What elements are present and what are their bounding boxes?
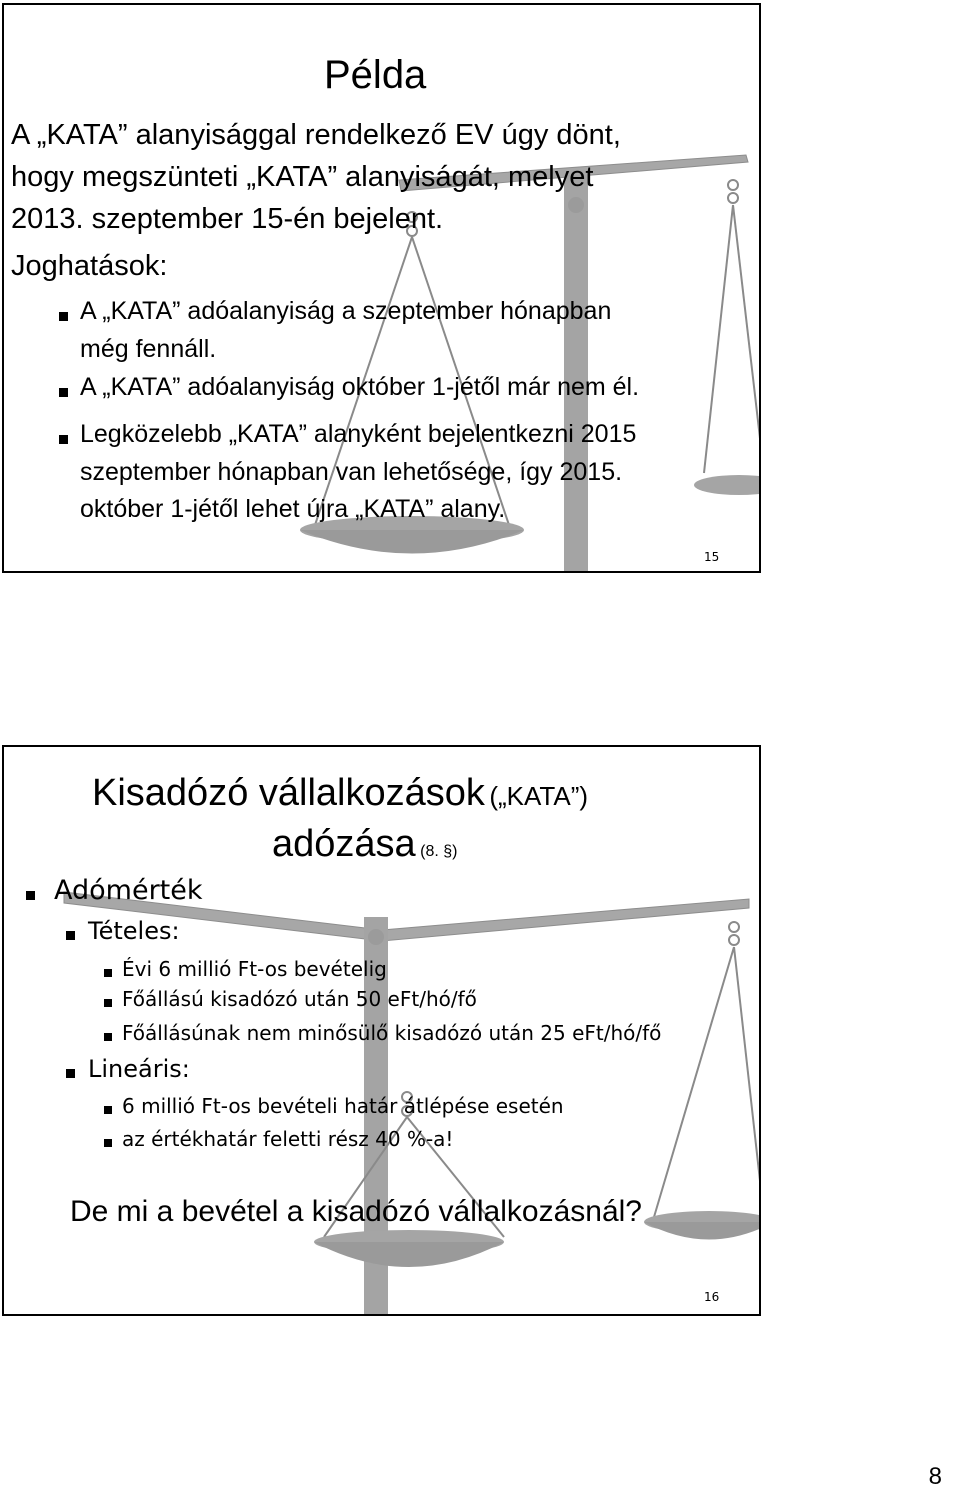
intro-line-3: 2013. szeptember 15-én bejelent. <box>11 203 444 235</box>
slide-title-adozasa: adózása <box>272 823 416 865</box>
linearis-label: Lineáris: <box>88 1055 190 1083</box>
bullet-icon <box>104 1139 112 1147</box>
bullet-icon <box>26 891 35 900</box>
slide-title-line-2 <box>272 823 457 866</box>
section-heading: Joghatások: <box>11 250 168 282</box>
bullet-2-line-1: A „KATA” adóalanyiság október 1-jétől már nem él. <box>80 373 640 401</box>
slide-title-main: Kisadózó vállalkozások <box>92 772 485 814</box>
slide-page-number: 15 <box>704 550 720 564</box>
bullet-3-line-2: szeptember hónapban van lehetősége, így 2015. <box>80 458 623 486</box>
intro-line-2: hogy megszünteti „KATA” alanyiságát, melyet <box>11 161 594 193</box>
teteles-item-1: Évi 6 millió Ft-os bevételig <box>122 957 387 981</box>
bullet-icon <box>59 312 68 321</box>
linearis-item-2: az értékhatár feletti rész 40 %-a! <box>122 1127 454 1151</box>
slide-title: Példa <box>324 53 427 97</box>
bullet-icon <box>59 435 68 444</box>
bullet-icon <box>104 999 112 1007</box>
bullet-icon <box>104 969 112 977</box>
slide-title-line-1 <box>92 772 588 815</box>
bullet-icon <box>104 1106 112 1114</box>
document-page-number: 8 <box>928 1463 942 1490</box>
bullet-1-line-2: még fennáll. <box>80 335 217 363</box>
slide-title-paren: („KATA”) <box>489 781 589 811</box>
bullet-3-line-1: Legközelebb „KATA” alanyként bejelentkezni 2015 <box>80 420 637 448</box>
bullet-icon <box>66 931 75 940</box>
slide-title-reference: (8. §) <box>420 843 458 860</box>
slide-page-number: 16 <box>704 1290 720 1304</box>
closing-question: De mi a bevétel a kisadózó vállalkozásnál? <box>70 1195 642 1228</box>
teteles-item-2: Főállású kisadózó után 50 eFt/hó/fő <box>122 987 477 1011</box>
bullet-icon <box>66 1069 75 1078</box>
bullet-1-line-1: A „KATA” adóalanyiság a szeptember hónapban <box>80 297 612 325</box>
slide-16 <box>2 745 761 1316</box>
linearis-item-1: 6 millió Ft-os bevételi határ átlépése esetén <box>122 1094 564 1118</box>
level1-adomertek: Adómérték <box>54 875 203 906</box>
intro-line-1: A „KATA” alanyisággal rendelkező EV úgy dönt, <box>11 119 621 151</box>
slide-15 <box>2 3 761 573</box>
bullet-icon <box>59 388 68 397</box>
teteles-label: Tételes: <box>88 917 180 945</box>
teteles-item-3: Főállásúnak nem minősülő kisadózó után 25 eFt/hó/fő <box>122 1021 662 1045</box>
bullet-3-line-3: október 1-jétől lehet újra „KATA” alany. <box>80 495 506 523</box>
bullet-icon <box>104 1033 112 1041</box>
